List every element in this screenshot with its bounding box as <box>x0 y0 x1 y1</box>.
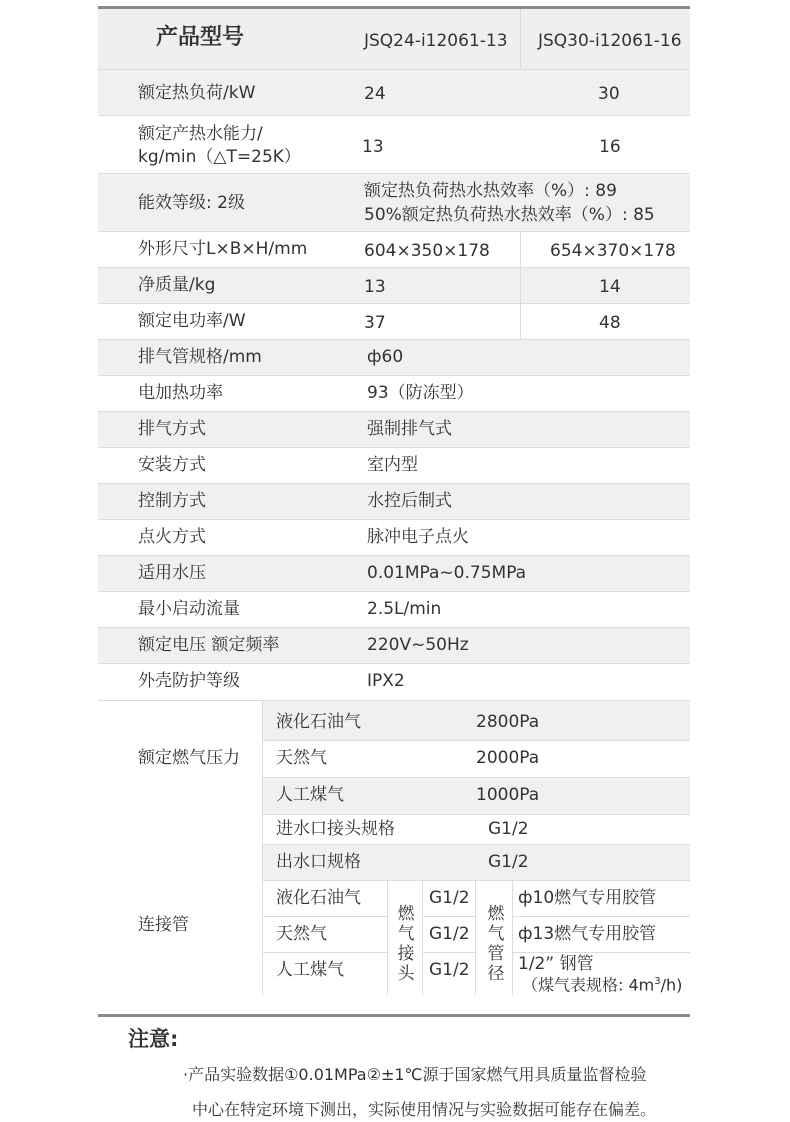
header-title: 产品型号 <box>156 25 245 50</box>
row-rule <box>98 591 690 592</box>
row-rule <box>262 844 690 845</box>
row-label: 额定热负荷/kW <box>138 83 256 103</box>
row-rule <box>98 69 690 70</box>
row-rule <box>98 303 690 304</box>
value-b: 14 <box>599 277 621 297</box>
gas-name: 液化石油气 <box>276 712 361 732</box>
value-a: 24 <box>364 84 386 104</box>
row-rule <box>262 952 387 953</box>
row-rule <box>262 814 690 815</box>
column-rule <box>475 880 476 995</box>
value-a: 604×350×178 <box>364 241 490 261</box>
meter-spec-sup: 3 <box>654 976 661 987</box>
row-rule <box>98 447 690 448</box>
row-value: ф60 <box>367 347 404 367</box>
row-label: 最小启动流量 <box>138 599 240 619</box>
row-rule <box>422 952 475 953</box>
row-value: 室内型 <box>367 455 418 475</box>
row-value: 强制排气式 <box>367 419 452 439</box>
inlet-value: G1/2 <box>488 819 529 839</box>
value-b: 30 <box>598 84 620 104</box>
row-label: 控制方式 <box>138 491 206 511</box>
gas-pressure-value: 2000Pa <box>476 748 540 768</box>
efficiency-line: 额定热负荷热水热效率（%）: 89 <box>364 181 617 201</box>
row-rule <box>512 916 690 917</box>
column-rule <box>387 880 388 995</box>
connection-label: 连接管 <box>138 915 189 935</box>
row-rule <box>262 916 387 917</box>
outlet-label: 出水口规格 <box>276 852 361 872</box>
row-value: 0.01MPa~0.75MPa <box>367 563 527 583</box>
value-a: 13 <box>364 277 386 297</box>
row-value: 220V~50Hz <box>367 635 469 655</box>
value-a: 13 <box>362 137 384 157</box>
row-label: 额定电功率/W <box>138 311 246 331</box>
header-divider <box>520 9 521 69</box>
gas-pressure-value: 2800Pa <box>476 712 540 732</box>
row-rule <box>98 231 690 232</box>
row-rule <box>98 375 690 376</box>
row-label: 电加热功率 <box>138 383 223 403</box>
inlet-label: 进水口接头规格 <box>276 819 395 839</box>
gas-pipe-value: ф13燃气专用胶管 <box>518 924 657 944</box>
meter-spec-pre: （煤气表规格: 4m <box>522 975 655 995</box>
model-a: JSQ24-i12061-13 <box>364 31 508 51</box>
row-label: 排气方式 <box>138 419 206 439</box>
value-b: 16 <box>599 137 621 157</box>
gas-joint-value: G1/2 <box>429 960 470 980</box>
notes-title: 注意: <box>128 1027 179 1051</box>
gas-name: 液化石油气 <box>276 888 361 908</box>
gas-joint-value: G1/2 <box>429 888 470 908</box>
row-label: 外壳防护等级 <box>138 671 240 691</box>
value-b: 48 <box>599 313 621 333</box>
row-value: 93（防冻型） <box>367 383 474 403</box>
row-rule <box>262 880 690 881</box>
column-rule <box>262 700 263 995</box>
row-label: 额定电压 额定频率 <box>138 635 280 655</box>
row-rule <box>98 173 690 174</box>
gas-pipe-value: ф10燃气专用胶管 <box>518 888 657 908</box>
notes-line-1: ·产品实验数据①0.01MPa②±1℃源于国家燃气用具质量监督检验 <box>183 1065 647 1084</box>
row-rule <box>98 663 690 664</box>
row-label: 排气管规格/mm <box>138 347 262 367</box>
row-label: 点火方式 <box>138 527 206 547</box>
gas-name: 天然气 <box>276 924 327 944</box>
column-rule <box>512 880 513 995</box>
gas-pipe-value: 1/2” 钢管 <box>518 954 594 974</box>
row-label: 额定产热水能力/ <box>138 124 263 144</box>
gas-pressure-label: 额定燃气压力 <box>138 748 240 768</box>
row-value: IPX2 <box>367 671 405 691</box>
meter-spec-note <box>522 971 682 996</box>
gas-name: 天然气 <box>276 748 327 768</box>
row-value: 水控后制式 <box>367 491 452 511</box>
table-bottom-rule <box>98 1014 690 1017</box>
row-value: 2.5L/min <box>367 599 442 619</box>
row-rule <box>262 740 690 741</box>
row-rule <box>98 555 690 556</box>
row-label: 外形尺寸L×B×H/mm <box>138 239 308 259</box>
meter-spec-post: /h) <box>660 975 683 995</box>
gas-name: 人工煤气 <box>276 785 344 805</box>
row-rule <box>98 339 690 340</box>
gas-joint-label: 燃气接头 <box>397 904 415 984</box>
value-b: 654×370×178 <box>550 241 676 261</box>
gas-pipe-label: 燃气管径 <box>487 904 505 984</box>
row-rule <box>98 115 690 116</box>
row-rule <box>98 267 690 268</box>
row-rule <box>262 777 690 778</box>
value-a: 37 <box>364 313 386 333</box>
row-rule <box>422 916 475 917</box>
gas-joint-value: G1/2 <box>429 924 470 944</box>
column-rule <box>422 880 423 995</box>
row-label: 适用水压 <box>138 563 206 583</box>
row-rule <box>98 627 690 628</box>
efficiency-line: 50%额定热负荷热水热效率（%）: 85 <box>364 205 655 225</box>
notes-line-2: 中心在特定环境下测出，实际使用情况与实验数据可能存在偏差。 <box>192 1100 657 1119</box>
gas-name: 人工煤气 <box>276 960 344 980</box>
row-rule <box>98 519 690 520</box>
row-rule <box>98 411 690 412</box>
row-label: kg/min（△T=25K） <box>138 147 301 167</box>
model-b: JSQ30-i12061-16 <box>538 31 682 51</box>
gas-pressure-value: 1000Pa <box>476 785 540 805</box>
row-label: 安装方式 <box>138 455 206 475</box>
column-rule <box>520 231 521 339</box>
outlet-value: G1/2 <box>488 852 529 872</box>
row-rule <box>98 700 690 701</box>
row-label: 净质量/kg <box>138 275 216 295</box>
row-value: 脉冲电子点火 <box>367 527 469 547</box>
row-label: 能效等级: 2级 <box>138 193 245 213</box>
row-rule <box>98 483 690 484</box>
